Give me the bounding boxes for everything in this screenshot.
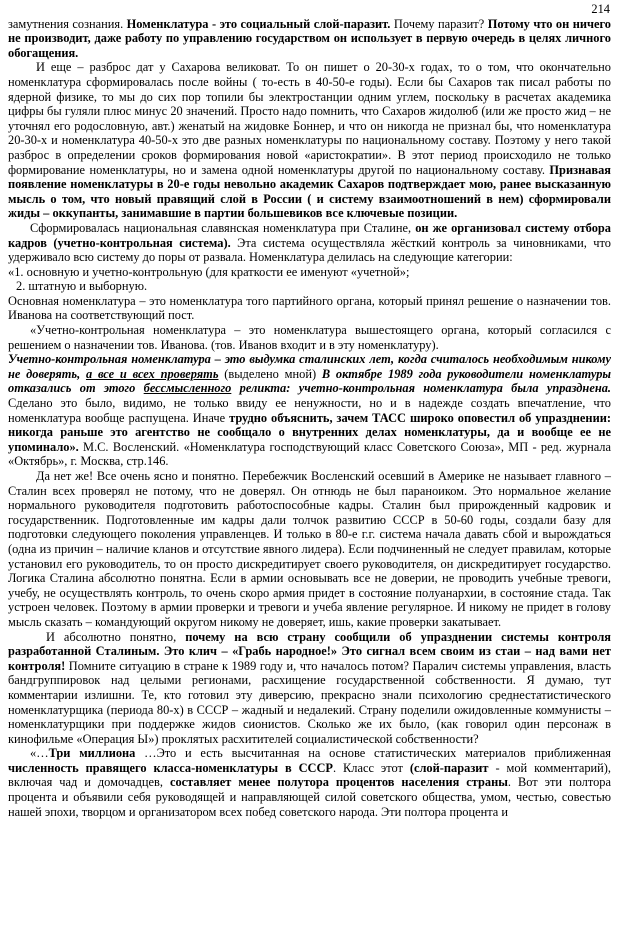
underlined-text: а все и всех проверять xyxy=(85,366,219,381)
bold-text: Три миллиона xyxy=(48,746,136,761)
paragraph-4: Основная номенклатура – это номенклатура того партийного органа, который принял решение о назначении тов. Иванова на соответствующий пост. xyxy=(8,293,611,323)
text: …Это и есть высчитанная на основе статистических материалов приближенная xyxy=(135,746,612,761)
bold-text: (слой-паразит xyxy=(409,760,489,775)
text: . Вот эти полтора процента и объявили себя руководящей и направляющей силой советского общества, умом, честью, совестью нашей эпохи, творцом и организатором всех побед советского народа. Эти полтора процента и xyxy=(8,775,612,819)
text: И еще – разброс дат у Сахарова великоват. То он пишет о 20-30-х годах, то о том, что окончательно номенклатура сформировалась после войны ( то-есть в 40-50-е годы). Если бы Сахаров так писал работы по ядерной физике, то мы до сих пор топили бы электростанции одним углем, поскольку в расчетах академика цифры бы гуляли плюс минус 20 значений. Просто надо помнить, что Сахаров жидолюб (или же просто жид – не уточнял его родословную, авт.) женатый на жидовке Боннер, и что он никогда не признал бы, что номенклатура 20-30-х и номенклатура 40-50-х это две разных номенклатуры по национальному составу. Поэтому у него такой разброс в определении сроков формирования новой «аристократии». В этот период происходило не только формирование номенклатуры, но и замена одной номенклатуры другой по национальному составу. xyxy=(8,60,611,177)
paragraph-2 xyxy=(8,60,611,221)
text: И абсолютно понятно, xyxy=(46,629,186,644)
text: Сделано это было, видимо, не только ввиду ее ненужности, но и в надежде создать впечатление, что номенклатура вообще распущена. Иначе xyxy=(8,396,611,425)
bold-text: Признавая появление номенклатуры в 20-е годы невольно академик Сахаров подтверждает мою, ранее высказанную мысль о том, что новый правящий слой в России ( и систему взаимоотношений в нем) сформировали жиды – оккупанты, занимавшие в партии большевиков все ключевые позиции. xyxy=(8,162,611,221)
list-item-1: «1. основную и учетно-контрольную (для краткости ее именуют «учетной»; xyxy=(8,264,410,279)
list-item-2: 2. штатную и выборную. xyxy=(16,279,148,294)
paragraph-5: «Учетно-контрольная номенклатура – это номенклатура вышестоящего органа, который согласился с решением о назначении тов. Иванова. (тов. Иванов входит и в эту номенклатуру). xyxy=(8,323,611,352)
text: «… xyxy=(30,746,49,761)
paragraph-6 xyxy=(8,352,611,469)
bold-text: трудно объяснить, зачем ТАСС широко оповестил об упразднении: никогда раньше это агентство не сообщало о внутренних делах номенклатуры, да и вообще ее не упоминало». xyxy=(8,410,611,454)
bold-text: почему на всю страну сообщили об упразднении системы контроля разработанной Сталиным. Это клич – «Грабь народное!» Это сигнал всем своим из стаи – над вами нет контроля! xyxy=(8,629,611,673)
bold-text: он же организовал систему отбора кадров (учетно-контрольная система). xyxy=(8,220,611,250)
bold-text: численность правящего класса-номенклатуры в СССР xyxy=(8,760,334,775)
bold-italic-text: В октябре 1989 года руководители номенклатуры отказались от этого xyxy=(8,366,611,396)
paragraph-9 xyxy=(8,746,611,819)
text: Сформировалась национальная славянская номенклатура при Сталине, xyxy=(30,220,416,235)
text: - мой комментарий), включая чад и домочадцев, xyxy=(8,760,612,790)
page-number: 214 xyxy=(591,2,610,16)
text: (выделено мной) xyxy=(218,366,322,381)
citation: М.С. Восленский. «Номенклатура господствующий класс Советского Союза», МП - ред. журнала «Октябрь», г. Москва, стр.146. xyxy=(8,439,611,469)
text: Почему паразит? xyxy=(390,16,488,31)
bold-italic-text: Учетно-контрольная номенклатура – это выдумка сталинских лет, когда считалось необходимым никому не доверять, xyxy=(8,352,611,381)
bold-text: составляет менее полутора процентов населения страны xyxy=(169,775,508,790)
bold-text: Номенклатура - это социальный слой-паразит. xyxy=(126,16,391,31)
underlined-text: бессмысленного xyxy=(143,381,232,396)
text: замутнения сознания. xyxy=(8,16,127,31)
paragraph-7: Да нет же! Все очень ясно и понятно. Перебежчик Восленский осевший в Америке не называет главного – Сталин всех проверял не потому, что не доверял. Он отнюдь не был параноиком. Это нормальное желание нормального руководителя подготовить работоспособные кадры. Сталин был прирожденный кадровик и государственник. Подготовленные им кадры дали толчок развитию СССР в 50-60 годы, создали базу для подготовки следующего поколения управленцев. И только в 80-е г.г. система начала давать сбой и вырождаться (одна из причин – наличие кланов и отсутствие явного лидера). Если подчиненный не следует правилам, которые установил его руководитель, то он просто дискредитирует своего руководителя, он дискредитирует государство. Логика Сталина абсолютно понятна. Если в армии основывать все не доверии, не проводить учебные тревоги, учебу, не осуществлять контроль, то очень скоро армия придет в состояние полуанархии, в состояние стада. Так устроен человек. Поэтому в армии проверки и тревоги и учеба явление регулярное. И никому не придет в голову мысль сказать – командующий округом никому не доверяет, ишь, какие проверки закатывает. xyxy=(8,469,611,629)
paragraph-3 xyxy=(8,221,611,265)
paragraph-1 xyxy=(8,17,611,61)
paragraph-8 xyxy=(8,630,611,747)
text: Эта система осуществляла жёсткий контроль за чиновниками, что удерживало всю систему до поры от развала. Номенклатура делилась на следующие категории: xyxy=(8,235,611,265)
text: . Класс этот xyxy=(333,760,410,775)
bold-text: Потому что он ничего не производит, даже работу по управлению государством он использует в первую очередь в целях личного обогащения. xyxy=(8,16,611,60)
text: Помните ситуацию в стране к 1989 году и, что началось потом? Паралич системы управления, власть бандгруппировок над целыми регионами, расхищение государственной собственности. Я думаю, тут комментарии излишни. Те, кто готовил эту диверсию, прекрасно знали психологию среднестатистического номенклатурщика (периода 80-х) в СССР – жадный и недалекий. Страну поделили ожидовленные коммунисты – номенклатурщики при поддержке жидов сионистов. Сколько же их было, (как говорил один персонаж в кинофильме «Операция Ы») проклятых расхитителей социалистической собственности? xyxy=(8,658,611,746)
bold-italic-text: реликта: учетно-контрольная номенклатура была упразднена. xyxy=(231,381,611,396)
